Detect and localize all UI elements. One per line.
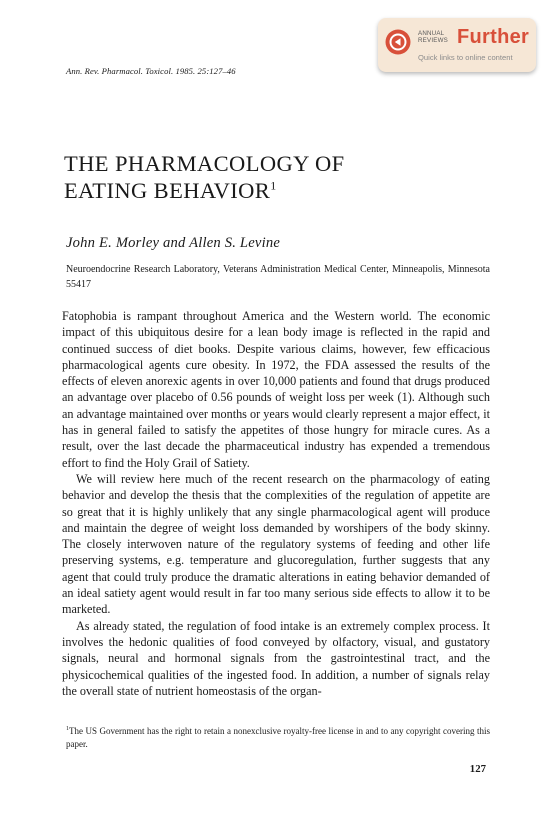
further-links-badge[interactable] <box>378 18 536 72</box>
article-body <box>62 308 490 699</box>
title-footnote-mark: 1 <box>270 178 277 193</box>
wordmark-line1: ANNUAL <box>418 30 445 37</box>
footnote-mark: 1 <box>66 726 69 732</box>
further-brand: Further <box>457 26 530 48</box>
journal-citation: Ann. Rev. Pharmacol. Toxicol. 1985. 25:127–46 <box>66 66 236 76</box>
author-affiliation: Neuroendocrine Research Laboratory, Veterans Administration Medical Center, Minneapolis, Minnesota 55417 <box>66 264 490 290</box>
title-line-1: THE PHARMACOLOGY OF <box>64 151 345 176</box>
wordmark-line2: REVIEWS <box>418 37 448 44</box>
footnote <box>66 725 490 751</box>
body-paragraph: As already stated, the regulation of food intake is an extremely complex process. It involves the hedonic qualities of food conveyed by olfactory, visual, and gustatory signals, neural and hormonal signals from the gastrointestinal tract, and the physicochemical qualities of the ingested food. In addition, a number of signals relay the overall state of nutrient homeostasis of the organ- <box>62 618 490 698</box>
footnote-text: The US Government has the right to retain a nonexclusive royalty-free license in and to any copyright covering this paper. <box>66 726 490 749</box>
body-paragraph: Fatophobia is rampant throughout America and the Western world. The economic impact of this ubiquitous desire for a lean body image is reflected in the rapid and continued success of diet books. Despite various claims, however, few efficacious pharmacological agents cure obesity. In 1972, the FDA assessed the results of the effects of eleven anorexic agents in over 10,000 patients and found that drugs produced an advantage over placebo of 0.56 pounds of weight loss per week (1). Although such an advantage maintained over months or years would clearly represent a major effect, it has in general failed to satisfy the appetites of those hungry for miracle cures. As a result, over the last decade the pharmaceutical industry has expended a tremendous effort to find the Holy Grail of Satiety. <box>62 309 490 470</box>
further-tagline: Quick links to online content <box>418 53 513 62</box>
page-number: 127 <box>469 763 486 775</box>
article-authors: John E. Morley and Allen S. Levine <box>66 235 281 251</box>
title-line-2: EATING BEHAVIOR <box>64 178 271 203</box>
article-title <box>64 150 494 204</box>
body-paragraph: We will review here much of the recent research on the pharmacology of eating behavior and develop the thesis that the complexities of the regulation of appetite are so great that it is highly unlikely that any single pharmacological agent will produce and maintain the degree of weight loss demanded by worshipers of the body skinny. The closely interwoven nature of the regulatory systems of feeding and other life preserving systems, e.g. temperature and glucoregulation, further suggests that any agent that could truly produce the dramatic alterations in eating behavior demanded of an ideal satiety agent would result in far too many serious side effects to allow it to be marketed. <box>62 471 490 617</box>
annual-reviews-wordmark <box>418 30 448 44</box>
annual-reviews-logo-icon <box>385 29 411 55</box>
